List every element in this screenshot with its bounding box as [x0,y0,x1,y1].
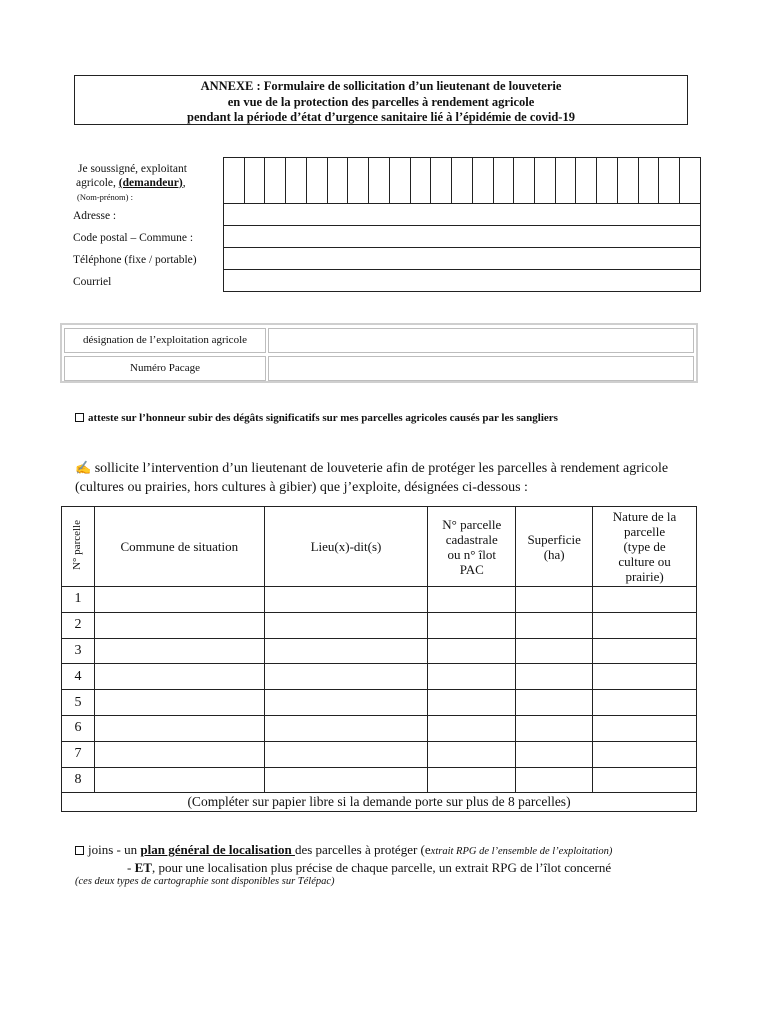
cell-nature[interactable] [593,715,697,741]
header-nature [593,507,697,587]
label-soussigne: Je soussigné, exploitant [78,163,187,175]
cell-superficie[interactable] [516,690,593,716]
joins-checkbox[interactable] [75,846,84,855]
cell-lieu[interactable] [264,741,428,767]
cell-cadastrale[interactable] [428,638,516,664]
table-footer-note: (Compléter sur papier libre si la demande porte sur plus de 8 parcelles) [62,793,697,812]
exploitation-row [64,328,694,353]
cell-lieu[interactable] [264,664,428,690]
label-telephone: Téléphone (fixe / portable) [73,254,197,266]
pen-icon: ✍ [75,460,92,475]
title-line-2: en vue de la protection des parcelles à rendement agricole [227,94,535,109]
row-number: 7 [62,741,95,767]
exploitation-table [60,323,698,383]
form-title-box [74,75,688,125]
cell-superficie[interactable] [516,612,593,638]
header-superficie-l1: Superficie [527,531,581,547]
label-nom-prenom: (Nom-prénom) : [77,192,133,202]
cell-cadastrale[interactable] [428,587,516,613]
cell-nature[interactable] [593,690,697,716]
header-cadastrale-l2: cadastrale [445,531,498,547]
label-courriel: Courriel [73,276,112,288]
header-cadastrale-l1: N° parcelle [442,516,502,532]
header-commune: Commune de situation [94,507,264,587]
header-nature-l2: parcelle [624,524,666,539]
label-designation: désignation de l’exploitation agricole [64,328,266,353]
label-agricole-line [76,177,186,189]
title-line-1: ANNEXE : Formulaire de sollicitation d’un lieutenant de louveterie [200,79,562,93]
label-adresse: Adresse : [73,210,117,222]
row-number: 2 [62,612,95,638]
cell-nature[interactable] [593,638,697,664]
table-row [62,638,697,664]
label-comma: , [182,177,186,189]
joins-italic: xtrait RPG de l’ensemble de l’exploitation) [430,846,613,857]
label-agricole: agricole, [76,177,119,189]
table-row [62,741,697,767]
cell-commune[interactable] [94,690,264,716]
row-number: 3 [62,638,95,664]
cell-superficie[interactable] [516,664,593,690]
cell-lieu[interactable] [264,612,428,638]
row-number: 8 [62,767,95,793]
table-row [62,587,697,613]
cell-cadastrale[interactable] [428,690,516,716]
sollicite-paragraph [75,458,700,497]
cell-cadastrale[interactable] [428,715,516,741]
cell-commune[interactable] [94,664,264,690]
joins-et-rest: , pour une localisation plus précise de chaque parcelle, un extrait RPG de l’îlot concerné [151,860,612,875]
cell-nature[interactable] [593,664,697,690]
cell-commune[interactable] [94,638,264,664]
cell-cadastrale[interactable] [428,741,516,767]
attest-line [75,412,558,424]
cell-commune[interactable] [94,741,264,767]
table-row [62,612,697,638]
telephone-field[interactable] [223,248,701,270]
cell-commune[interactable] [94,612,264,638]
joins-paragraph [75,842,697,889]
joins-line [75,842,697,859]
cell-superficie[interactable] [516,638,593,664]
cell-cadastrale[interactable] [428,664,516,690]
header-lieu: Lieu(x)-dit(s) [264,507,428,587]
table-footer-row [62,793,697,812]
cell-superficie[interactable] [516,715,593,741]
cell-nature[interactable] [593,612,697,638]
joins-et-prefix: - [127,860,135,875]
label-pacage: Numéro Pacage [64,356,266,381]
pacage-field[interactable] [268,356,694,381]
table-row [62,664,697,690]
name-character-grid[interactable] [223,157,701,204]
cell-lieu[interactable] [264,690,428,716]
title-line-3: pendant la période d’état d’urgence sanitaire lié à l’épidémie de covid-19 [187,110,575,124]
cell-lieu[interactable] [264,715,428,741]
header-cadastrale [428,507,516,587]
header-cadastrale-l3: ou n° îlot [447,546,497,562]
header-num-text: N° parcelle [71,520,84,570]
code-postal-field[interactable] [223,226,701,248]
courriel-field[interactable] [223,270,701,292]
row-number: 4 [62,664,95,690]
pacage-row [64,356,694,381]
joins-word: joins [88,842,114,857]
joins-dash: - un [113,842,141,857]
parcel-table [61,506,697,812]
row-number: 1 [62,587,95,613]
cell-nature[interactable] [593,741,697,767]
joins-rest: des parcelles à protéger (e [294,842,431,857]
parcel-table-header [62,507,697,587]
header-superficie-l2: (ha) [543,546,565,562]
joins-note: (ces deux types de cartographie sont disponibles sur Télépac) [75,876,335,887]
label-demandeur: (demandeur) [118,177,183,189]
header-superficie [516,507,593,587]
header-nature-l4: culture ou [618,554,671,569]
cell-lieu[interactable] [264,767,428,793]
cell-commune[interactable] [94,767,264,793]
header-cadastrale-l4: PAC [459,561,484,577]
cell-commune[interactable] [94,587,264,613]
cell-nature[interactable] [593,587,697,613]
row-number: 6 [62,715,95,741]
table-row [62,767,697,793]
sollicite-text: sollicite l’intervention d’un lieutenant de louveterie afin de protéger les parcelles à rendement agricole (cultures ou prairies, hors cultures à gibier) que j’exploite, désignées ci-dessous : [75,461,669,495]
cell-nature[interactable] [593,767,697,793]
header-nature-l1: Nature de la [612,509,677,524]
designation-field[interactable] [268,328,694,353]
cell-superficie[interactable] [516,767,593,793]
adresse-field[interactable] [223,204,701,226]
cell-commune[interactable] [94,715,264,741]
attest-text: atteste sur l’honneur subir des dégâts significatifs sur mes parcelles agricoles causés par les sangliers [88,412,558,424]
table-row [62,690,697,716]
row-number: 5 [62,690,95,716]
joins-et: ET [134,860,152,875]
cell-superficie[interactable] [516,587,593,613]
header-nature-l5: prairie) [625,569,664,584]
attest-checkbox[interactable] [75,413,84,422]
cell-cadastrale[interactable] [428,767,516,793]
cell-lieu[interactable] [264,587,428,613]
cell-lieu[interactable] [264,638,428,664]
joins-et-line [75,860,697,875]
label-code-postal: Code postal – Commune : [73,232,194,244]
header-nature-l3: (type de [623,539,666,554]
header-num [62,507,95,587]
table-row [62,715,697,741]
cell-superficie[interactable] [516,741,593,767]
joins-plan: plan général de localisation [140,842,295,857]
cell-cadastrale[interactable] [428,612,516,638]
